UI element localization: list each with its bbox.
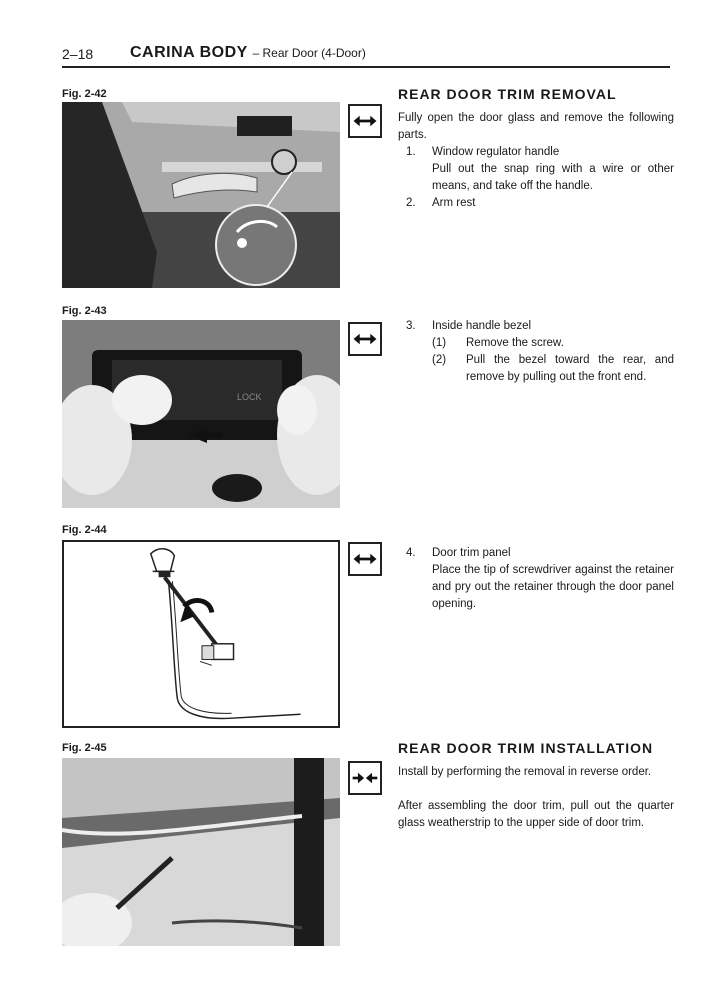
step-title: Window regulator handle [432, 146, 560, 158]
figure-label-2-42: Fig. 2-42 [62, 88, 107, 100]
section-title [130, 44, 366, 62]
removal-heading: REAR DOOR TRIM REMOVAL [398, 86, 617, 102]
step-number: 2. [406, 197, 416, 209]
removal-step-3 [406, 318, 674, 386]
step-description: Pull out the snap ring with a wire or other means, and take off the handle. [432, 163, 674, 192]
diagram-screwdriver-retainer [62, 540, 340, 728]
removal-steps-1-2 [406, 144, 674, 212]
installation-para-1: Install by performing the removal in reverse order. [398, 766, 652, 778]
remove-arrows-icon-3 [348, 542, 382, 576]
sub-step-text: Remove the screw. [466, 337, 564, 349]
sub-step-number: (2) [432, 354, 447, 366]
install-arrows-icon [348, 761, 382, 795]
list-item [432, 352, 674, 386]
step-number: 1. [406, 146, 416, 158]
step-title: Inside handle bezel [432, 320, 532, 332]
removal-intro: Fully open the door glass and remove the following parts. [398, 112, 674, 141]
step-description: Place the tip of screwdriver against the retainer and pry out the retainer through the door panel opening. [432, 564, 674, 610]
list-item [432, 335, 674, 352]
sub-step-number: (1) [432, 337, 447, 349]
list-item [406, 318, 674, 335]
photo-lock-text: LOCK [237, 392, 262, 402]
step-title: Arm rest [432, 197, 476, 209]
sub-step-text: Pull the bezel toward the rear, and remove by pulling out the front end. [466, 354, 674, 383]
title-text: CARINA BODY [130, 44, 248, 61]
page-header [62, 44, 670, 68]
photo-handle-bezel [62, 320, 340, 508]
installation-heading: REAR DOOR TRIM INSTALLATION [398, 740, 654, 756]
figure-label-2-43: Fig. 2-43 [62, 305, 107, 317]
step-number: 4. [406, 547, 416, 559]
list-item [406, 545, 674, 613]
section-subtitle: – Rear Door (4-Door) [252, 46, 366, 60]
remove-arrows-icon [348, 104, 382, 138]
list-item [406, 195, 674, 212]
installation-para-2: After assembling the door trim, pull out the quarter glass weatherstrip to the upper side of door trim. [398, 800, 674, 829]
page-number: 2–18 [62, 46, 94, 62]
removal-step-4 [406, 545, 674, 613]
photo-door-trim-handle [62, 102, 340, 288]
list-item [406, 144, 674, 195]
figure-label-2-45: Fig. 2-45 [62, 742, 107, 754]
step-number: 3. [406, 320, 416, 332]
figure-label-2-44: Fig. 2-44 [62, 524, 107, 536]
photo-quarter-glass-weatherstrip [62, 758, 340, 946]
step-title: Door trim panel [432, 547, 511, 559]
remove-arrows-icon-2 [348, 322, 382, 356]
